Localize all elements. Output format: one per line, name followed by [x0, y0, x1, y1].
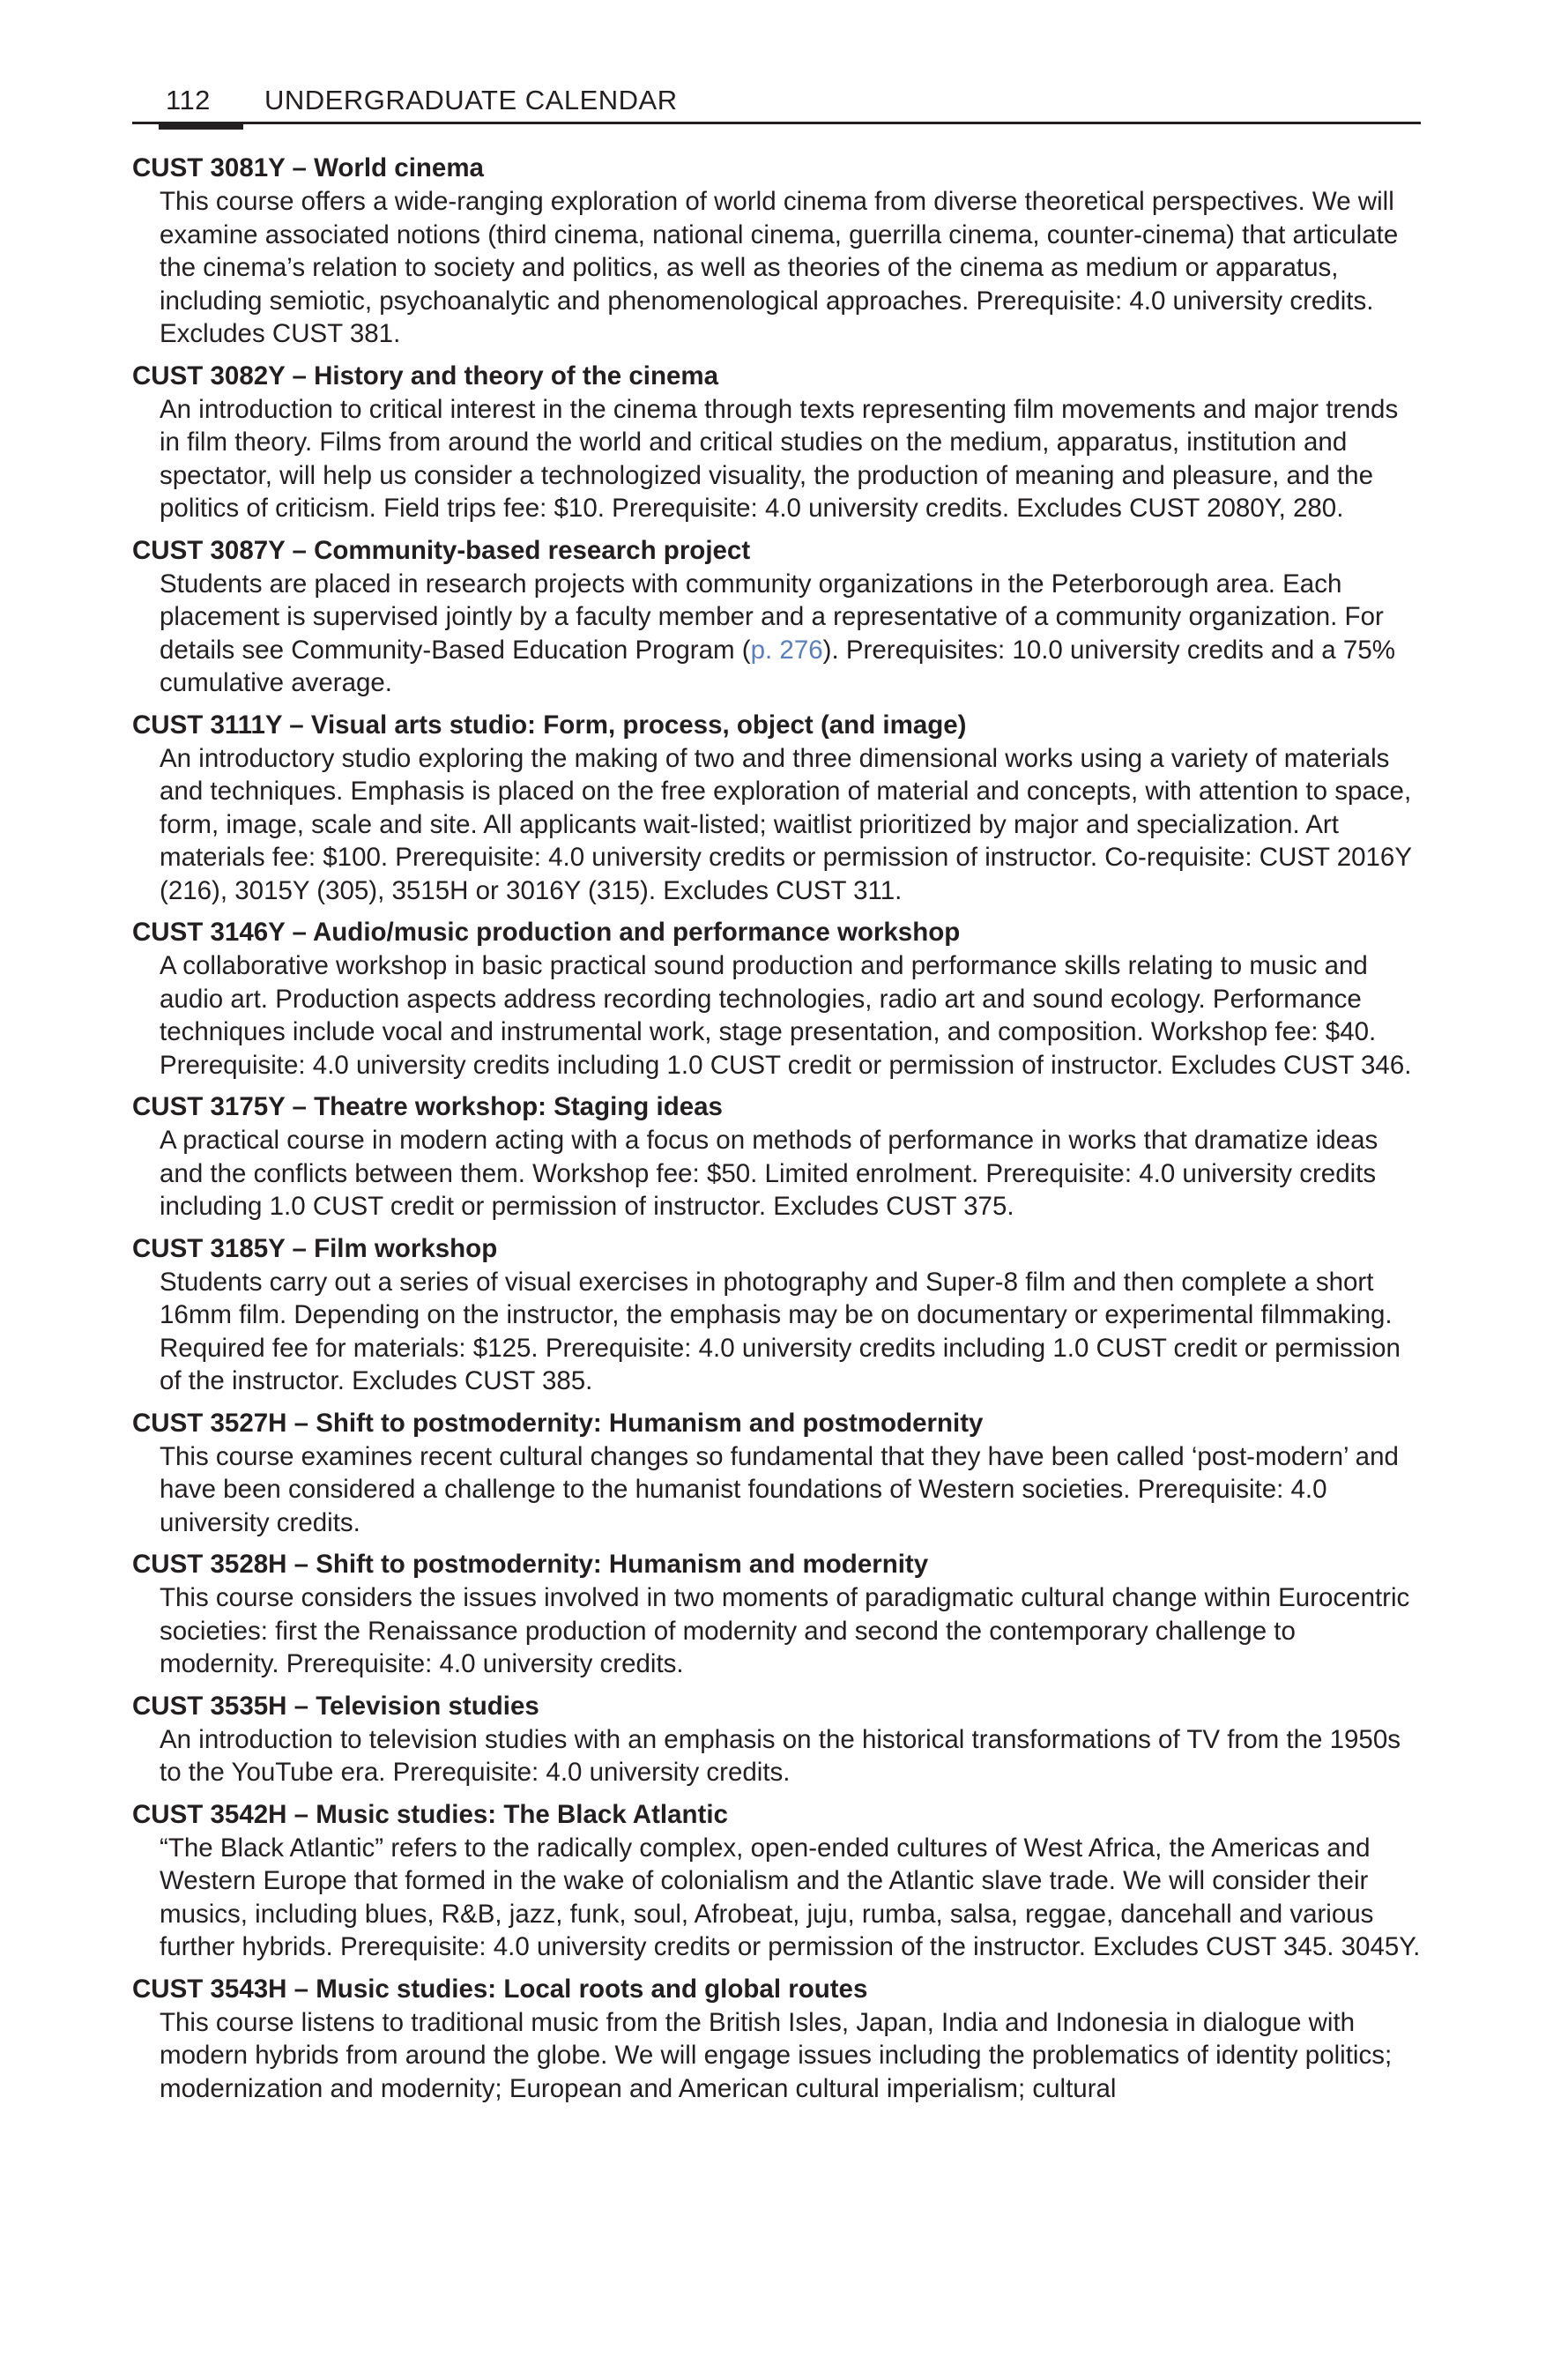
course-description: This course listens to traditional music from the British Isles, Japan, India and Indonesia in dialogue with modern hybrids from around the globe. We will engage issues including the problematics of identity politics; modernization and modernity; European and American cultural imperialism; cultural [160, 2007, 1393, 2103]
course-title: CUST 3087Y – Community-based research project [132, 535, 751, 565]
course-title: CUST 3081Y – World cinema [132, 153, 484, 182]
course-title: CUST 3111Y – Visual arts studio: Form, process, object (and image) [132, 710, 967, 740]
course-description: This course examines recent cultural changes so fundamental that they have been called ‘post-modern’ and have been considered a challenge to the humanist foundations of Western societies. Prerequisite: 4.0 university credits. [160, 1441, 1399, 1537]
page-reference-link[interactable]: p. 276 [750, 635, 823, 665]
course-entry [132, 709, 1421, 908]
page-number: 112 [166, 85, 211, 115]
course-description: “The Black Atlantic” refers to the radically complex, open-ended cultures of West Africa, the Americas and Western Europe that formed in the wake of colonialism and the Atlantic slave trade. We will consider their musics, including blues, R&B, jazz, funk, soul, Afrobeat, juju, rumba, salsa, reggae, dancehall and various further hybrids. Prerequisite: 4.0 university credits or permission of the instructor. Excludes CUST 345. 3045Y. [160, 1833, 1421, 1961]
course-title: CUST 3528H – Shift to postmodernity: Humanism and modernity [132, 1550, 929, 1579]
course-entry [132, 1973, 1421, 2106]
calendar-page [132, 79, 1421, 2114]
course-description [160, 568, 1421, 700]
course-description: A collaborative workshop in basic practical sound production and performance skills relating to music and audio art. Production aspects address recording technologies, radio art and sound ecology. Performance techniques include vocal and instrumental work, stage presentation, and composition. Workshop fee: $40. Prerequisite: 4.0 university credits including 1.0 CUST credit or permission of instructor. Excludes CUST 346. [160, 951, 1412, 1080]
running-header [132, 79, 1421, 123]
page-title: UNDERGRADUATE CALENDAR [264, 85, 678, 115]
course-description-text: ). Prerequisites: 10.0 university credits and a 75% cumulative average. [160, 635, 1395, 697]
course-entry [132, 916, 1421, 1082]
course-entry [132, 534, 1421, 700]
course-title: CUST 3527H – Shift to postmodernity: Humanism and postmodernity [132, 1408, 984, 1438]
course-description: An introduction to television studies with an emphasis on the historical transformations of TV from the 1950s to the YouTube era. Prerequisite: 4.0 university credits. [160, 1724, 1401, 1787]
course-description: Students carry out a series of visual exercises in photography and Super-8 film and then complete a short 16mm film. Depending on the instructor, the emphasis may be on documentary or experimental filmmaking. Required fee for materials: $125. Prerequisite: 4.0 university credits including 1.0 CUST credit or permission of the instructor. Excludes CUST 385. [160, 1267, 1401, 1395]
course-entry [132, 1090, 1421, 1223]
course-entry [132, 1548, 1421, 1681]
course-description: An introductory studio exploring the making of two and three dimensional works using a variety of materials and techniques. Emphasis is placed on the free exploration of material and concepts, with attention to space, form, image, scale and site. All applicants wait-listed; waitlist prioritized by major and specialization. Art materials fee: $100. Prerequisite: 4.0 university credits or permission of instructor. Co-requisite: CUST 2016Y (216), 3015Y (305), 3515H or 3016Y (315). Excludes CUST 311. [160, 743, 1412, 905]
course-entry [132, 152, 1421, 351]
course-title: CUST 3146Y – Audio/music production and performance workshop [132, 918, 961, 947]
header-rule [132, 122, 1421, 124]
course-entry [132, 1798, 1421, 1964]
course-description: This course offers a wide-ranging exploration of world cinema from diverse theoretical perspectives. We will examine associated notions (third cinema, national cinema, guerrilla cinema, counter-cinema) that articulate the cinema’s relation to society and politics, as well as theories of the cinema as medium or apparatus, including semiotic, psychoanalytic and phenomenological approaches. Prerequisite: 4.0 university credits. Excludes CUST 381. [160, 187, 1399, 348]
course-list [132, 152, 1421, 2105]
course-description: This course considers the issues involved in two moments of paradigmatic cultural change within Eurocentric societies: first the Renaissance production of modernity and second the contemporary challenge to modernity. Prerequisite: 4.0 university credits. [160, 1583, 1410, 1678]
course-description: A practical course in modern acting with a focus on methods of performance in works that dramatize ideas and the conflicts between them. Workshop fee: $50. Limited enrolment. Prerequisite: 4.0 university credits including 1.0 CUST credit or permission of instructor. Excludes CUST 375. [160, 1126, 1378, 1221]
course-title: CUST 3543H – Music studies: Local roots and global routes [132, 1974, 868, 2004]
course-title: CUST 3175Y – Theatre workshop: Staging ideas [132, 1092, 723, 1121]
course-entry [132, 1407, 1421, 1540]
course-entry [132, 360, 1421, 525]
course-title: CUST 3542H – Music studies: The Black Atlantic [132, 1799, 728, 1829]
course-title: CUST 3082Y – History and theory of the cinema [132, 361, 719, 390]
header-rule-accent [159, 122, 243, 130]
course-entry [132, 1690, 1421, 1789]
course-entry [132, 1232, 1421, 1398]
course-description-text: Students are placed in research projects with community organizations in the Peterborough area. Each placement is supervised jointly by a faculty member and a representative of a community organization. For details see Community-Based Education Program ( [160, 569, 1384, 665]
course-title: CUST 3535H – Television studies [132, 1691, 539, 1721]
course-description: An introduction to critical interest in the cinema through texts representing film movements and major trends in film theory. Films from around the world and critical studies on the medium, apparatus, institution and spectator, will help us consider a technologized visuality, the production of meaning and pleasure, and the politics of criticism. Field trips fee: $10. Prerequisite: 4.0 university credits. Excludes CUST 2080Y, 280. [160, 394, 1399, 523]
course-title: CUST 3185Y – Film workshop [132, 1233, 498, 1263]
